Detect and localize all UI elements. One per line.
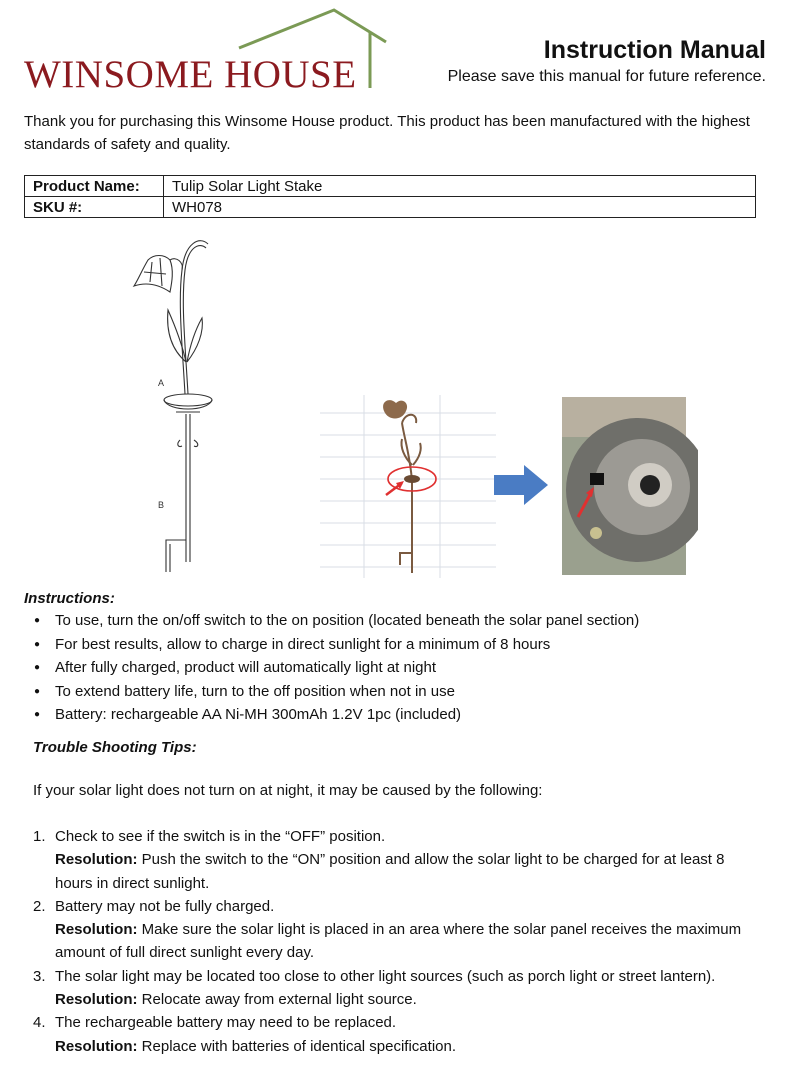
diagram-label-b: B bbox=[158, 500, 165, 510]
item-number: 1. bbox=[33, 828, 46, 845]
list-item: ● To extend battery life, turn to the off position when not in use bbox=[34, 682, 639, 706]
intro-text: Thank you for purchasing this Winsome House product. This product has been manufactured with the highest standards of safety and quality. bbox=[24, 113, 750, 153]
resolution-text: Make sure the solar light is placed in an area where the solar panel receives the maximum amount of full direct sunlight every day. bbox=[55, 921, 742, 962]
item-resolution bbox=[55, 1035, 755, 1058]
brand-name: WINSOME HOUSE bbox=[24, 53, 357, 96]
instructions-list bbox=[34, 611, 639, 729]
resolution-label: Resolution: bbox=[55, 1037, 138, 1055]
diagram-label-a: A bbox=[158, 378, 165, 388]
list-item bbox=[33, 895, 755, 965]
resolution-text: Push the switch to the “ON” position and allow the solar light to be charged for at least 8 hours in direct sunlight. bbox=[55, 851, 725, 892]
table-row bbox=[25, 197, 756, 218]
table-row bbox=[25, 176, 756, 197]
page-title: Instruction Manual bbox=[543, 36, 766, 64]
item-number: 4. bbox=[33, 1014, 46, 1032]
troubleshooting-intro: If your solar light does not turn on at night, it may be caused by the following: bbox=[33, 782, 543, 799]
list-item: ● For best results, allow to charge in direct sunlight for a minimum of 8 hours bbox=[34, 635, 639, 659]
item-resolution bbox=[55, 918, 755, 965]
spec-value: WH078 bbox=[164, 197, 756, 218]
item-resolution bbox=[55, 848, 755, 895]
resolution-label: Resolution: bbox=[55, 991, 138, 1009]
resolution-label: Resolution: bbox=[55, 921, 138, 939]
list-item: ● After fully charged, product will automatically light at night bbox=[34, 658, 639, 682]
product-spec-table bbox=[24, 175, 756, 218]
list-item bbox=[33, 965, 755, 1012]
photo-composite-icon bbox=[320, 395, 698, 578]
list-item bbox=[33, 825, 755, 895]
product-line-drawing bbox=[90, 222, 306, 578]
resolution-text: Replace with batteries of identical specification. bbox=[141, 1037, 457, 1055]
resolution-label: Resolution: bbox=[55, 851, 138, 869]
item-problem: Check to see if the switch is in the “OFF” position. bbox=[55, 828, 386, 845]
brand-logo bbox=[24, 8, 394, 96]
list-item: ● To use, turn the on/off switch to the on position (located beneath the solar panel section) bbox=[34, 611, 639, 635]
item-number: 3. bbox=[33, 967, 46, 985]
tulip-stake-drawing-icon bbox=[90, 222, 306, 578]
spec-value: Tulip Solar Light Stake bbox=[164, 176, 756, 197]
troubleshooting-list bbox=[33, 825, 755, 1058]
troubleshooting-heading: Trouble Shooting Tips: bbox=[33, 739, 197, 756]
list-item bbox=[33, 1011, 755, 1058]
switch-location-photos bbox=[320, 395, 698, 578]
item-problem: The solar light may be located too close to other light sources (such as porch light or street lantern). bbox=[55, 967, 716, 985]
item-problem: Battery may not be fully charged. bbox=[55, 897, 275, 915]
spec-key: Product Name: bbox=[25, 176, 164, 197]
page-subtitle: Please save this manual for future reference. bbox=[447, 68, 766, 85]
spec-key: SKU #: bbox=[25, 197, 164, 218]
item-resolution bbox=[55, 988, 755, 1011]
item-problem: The rechargeable battery may need to be replaced. bbox=[55, 1014, 397, 1032]
item-number: 2. bbox=[33, 897, 46, 915]
list-item: ● Battery: rechargeable AA Ni-MH 300mAh 1.2V 1pc (included) bbox=[34, 705, 639, 729]
resolution-text: Relocate away from external light source. bbox=[141, 991, 417, 1009]
instructions-heading: Instructions: bbox=[24, 590, 115, 607]
